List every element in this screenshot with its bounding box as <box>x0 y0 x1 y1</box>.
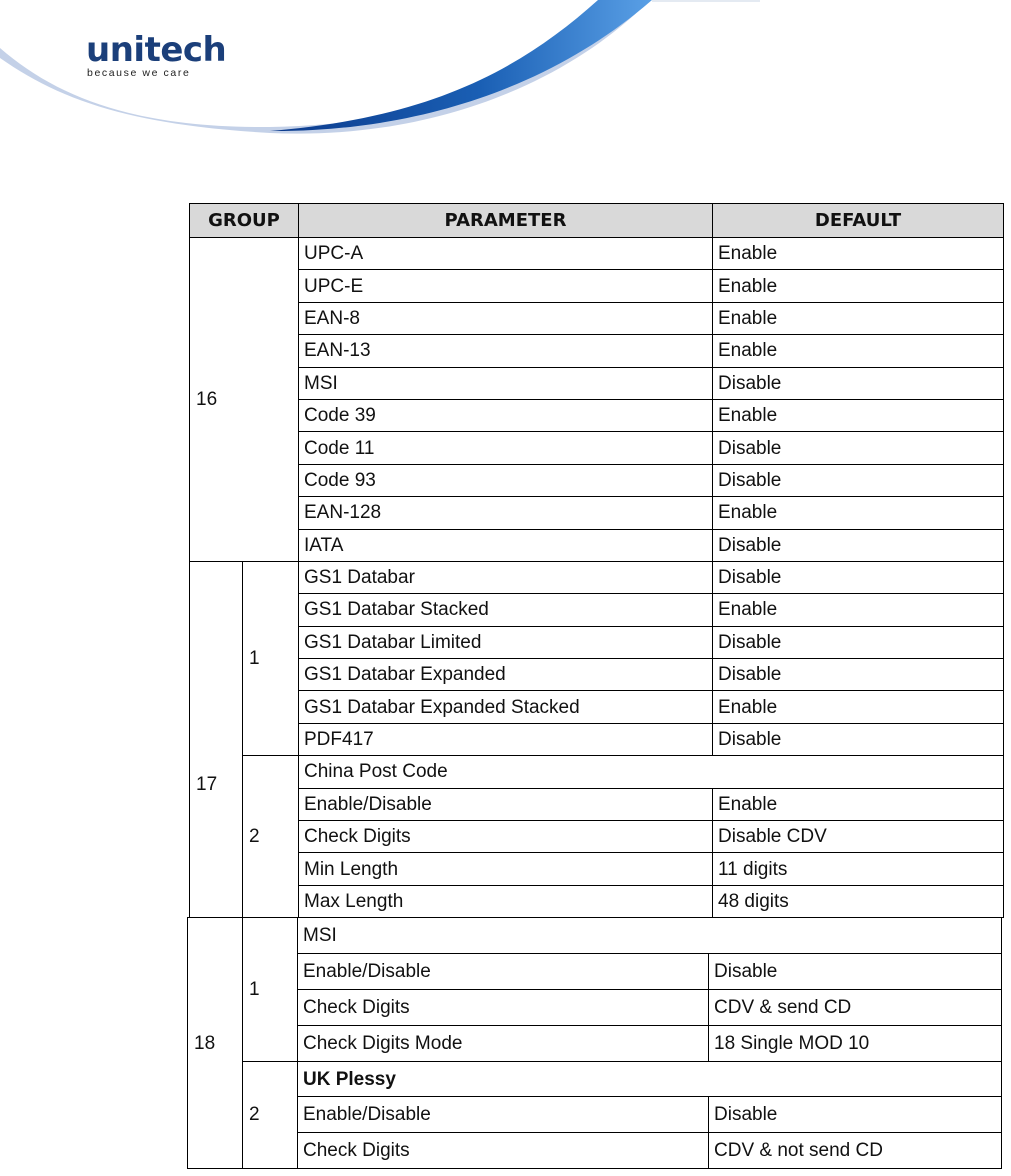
param-cell: Enable/Disable <box>298 953 709 989</box>
default-cell: CDV & send CD <box>709 989 1002 1025</box>
table-row <box>190 238 1004 270</box>
default-cell: 48 digits <box>713 885 1004 917</box>
table-row <box>190 659 1004 691</box>
table-row <box>190 853 1004 885</box>
header-group: GROUP <box>190 204 299 238</box>
default-cell: Disable <box>713 529 1004 561</box>
param-cell: Check Digits <box>298 1133 709 1169</box>
table-row <box>188 918 1002 954</box>
subgroup-cell-17-1: 1 <box>243 561 299 755</box>
table-row <box>188 1025 1002 1061</box>
default-cell: Disable <box>713 626 1004 658</box>
table-header-row <box>190 204 1004 238</box>
group-17-label: 17 <box>196 774 218 796</box>
param-cell: GS1 Databar Expanded Stacked <box>299 691 713 723</box>
table-row <box>190 432 1004 464</box>
param-cell: GS1 Databar Expanded <box>299 659 713 691</box>
param-cell: GS1 Databar Limited <box>299 626 713 658</box>
default-cell: Disable <box>709 1097 1002 1133</box>
param-cell: Check Digits <box>298 989 709 1025</box>
default-cell: Enable <box>713 497 1004 529</box>
param-cell: PDF417 <box>299 723 713 755</box>
param-cell: Enable/Disable <box>299 788 713 820</box>
header-default: DEFAULT <box>713 204 1004 238</box>
param-cell: Code 93 <box>299 464 713 496</box>
table-row <box>190 367 1004 399</box>
unitech-logo <box>86 32 226 79</box>
group-cell-18: 18 <box>188 918 243 1169</box>
param-cell: EAN-8 <box>299 302 713 334</box>
default-cell: Disable <box>713 367 1004 399</box>
group-cell-16: 16 <box>190 238 299 562</box>
table-row <box>188 1061 1002 1097</box>
table-row <box>188 953 1002 989</box>
table-row <box>190 529 1004 561</box>
default-cell: Disable <box>713 432 1004 464</box>
param-cell: Max Length <box>299 885 713 917</box>
param-cell: EAN-128 <box>299 497 713 529</box>
default-cell: Disable <box>713 723 1004 755</box>
default-cell: Enable <box>713 788 1004 820</box>
default-cell: Enable <box>713 691 1004 723</box>
default-cell: Disable <box>713 561 1004 593</box>
param-cell: EAN-13 <box>299 335 713 367</box>
default-cell: 11 digits <box>713 853 1004 885</box>
default-cell: Enable <box>713 238 1004 270</box>
param-cell: Min Length <box>299 853 713 885</box>
default-cell: Enable <box>713 399 1004 431</box>
default-cell: Disable <box>713 659 1004 691</box>
param-cell: Check Digits <box>299 821 713 853</box>
logo-wordmark: unitech <box>86 30 227 70</box>
parameter-table-group-18 <box>187 917 1002 1169</box>
param-cell: Code 39 <box>299 399 713 431</box>
param-cell: Code 11 <box>299 432 713 464</box>
default-cell: Enable <box>713 335 1004 367</box>
param-cell: UPC-A <box>299 238 713 270</box>
table-row <box>190 691 1004 723</box>
parameter-table <box>189 203 1004 918</box>
table-row <box>188 1133 1002 1169</box>
section-title-uk-plessy: UK Plessy <box>298 1061 1002 1097</box>
group-cell-17 <box>190 561 243 917</box>
table-row <box>190 626 1004 658</box>
section-title-china-post: China Post Code <box>299 756 1004 788</box>
table-row <box>190 885 1004 917</box>
default-cell: Enable <box>713 594 1004 626</box>
param-cell: GS1 Databar Stacked <box>299 594 713 626</box>
header-parameter: PARAMETER <box>299 204 713 238</box>
table-row <box>190 335 1004 367</box>
param-cell: MSI <box>299 367 713 399</box>
default-cell: CDV & not send CD <box>709 1133 1002 1169</box>
table-row <box>190 270 1004 302</box>
default-cell: Enable <box>713 302 1004 334</box>
table-row <box>190 464 1004 496</box>
table-row <box>190 399 1004 431</box>
subgroup-cell-17-2: 2 <box>243 756 299 918</box>
param-cell: UPC-E <box>299 270 713 302</box>
default-cell: Disable CDV <box>713 821 1004 853</box>
logo-tagline: because we care <box>87 67 191 79</box>
table-row <box>190 756 1004 788</box>
subgroup-cell-18-2: 2 <box>243 1061 298 1169</box>
default-cell: 18 Single MOD 10 <box>709 1025 1002 1061</box>
table-row <box>190 788 1004 820</box>
section-title-msi: MSI <box>298 918 1002 954</box>
table-row <box>190 821 1004 853</box>
table-row <box>190 594 1004 626</box>
default-cell: Enable <box>713 270 1004 302</box>
param-cell: IATA <box>299 529 713 561</box>
table-row <box>190 561 1004 593</box>
default-cell: Disable <box>709 953 1002 989</box>
subgroup-cell-18-1: 1 <box>243 918 298 1062</box>
param-cell: Check Digits Mode <box>298 1025 709 1061</box>
param-cell: GS1 Databar <box>299 561 713 593</box>
table-row <box>190 723 1004 755</box>
default-cell: Disable <box>713 464 1004 496</box>
table-row <box>188 1097 1002 1133</box>
table-row <box>190 302 1004 334</box>
table-row <box>190 497 1004 529</box>
table-row <box>188 989 1002 1025</box>
param-cell: Enable/Disable <box>298 1097 709 1133</box>
